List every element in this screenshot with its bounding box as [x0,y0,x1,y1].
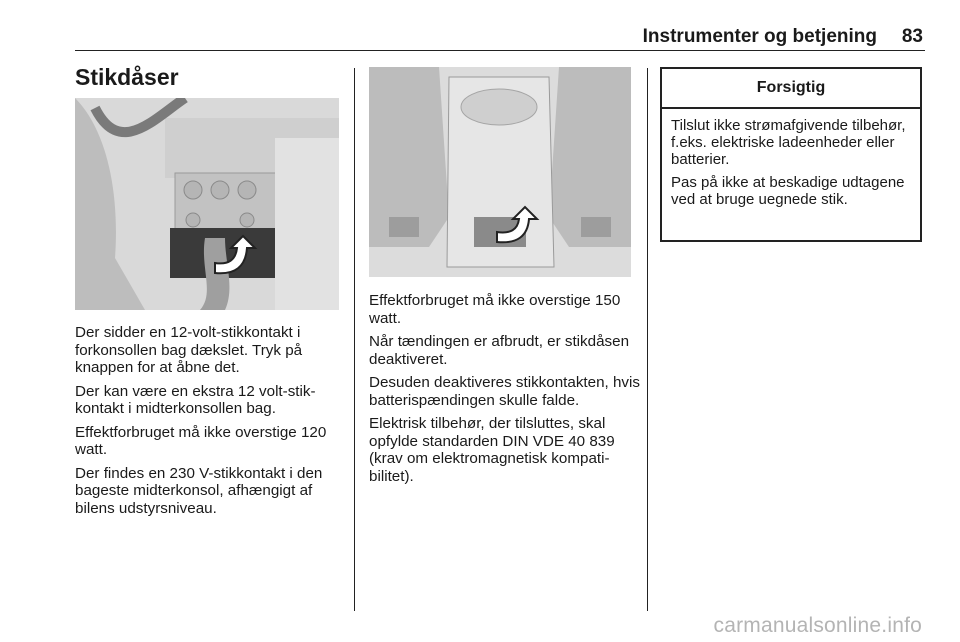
front-console-svg [75,98,339,310]
paragraph: Desuden deaktiveres stikkontakten, hvis batterispændingen skulle falde. [369,374,640,409]
page-number: 83 [901,26,923,47]
header-title: Instrumenter og betjening [642,26,877,47]
paragraph: Der findes en 230 V-stikkontakt i den bageste midterkonsol, afhængigt af bilens udstyrsniveau. [75,464,323,517]
text-column-2 [369,292,641,491]
front-console-socket-illustration [75,98,339,310]
watermark: carmanualsonline.info [713,614,922,637]
column-divider-right [647,68,648,611]
column-divider-left [354,68,355,611]
paragraph: Effektforbruget må ikke overstige 150 watt. [369,292,621,327]
text-column-1 [75,324,347,523]
caution-body [662,109,920,208]
rear-console-svg [369,67,631,277]
paragraph: Der sidder en 12-volt-stikkontakt i forkonsollen bag dækslet. Tryk på knappen for at åbne det. [75,324,303,376]
rear-console-socket-illustration [369,67,631,277]
paragraph: Der kan være en ekstra 12 volt-stikkontakt i midterkonsollen bag. [75,382,316,417]
paragraph: Når tændingen er afbrudt, er stikdåsen deaktiveret. [369,333,630,368]
paragraph: Effektforbruget må ikke overstige 120 watt. [75,423,327,458]
caution-paragraph: Pas på ikke at beskadige udtagene ved at bruge uegnede stik. [671,174,905,208]
caution-title: Forsigtig [662,69,920,109]
section-title: Stikdåser [75,64,179,90]
page-header [75,26,925,51]
caution-paragraph: Tilslut ikke strømafgivende tilbehør, f.eks. elektriske ladeenheder eller batterier. [671,117,906,168]
paragraph: Elektrisk tilbehør, der tilsluttes, skal opfylde standarden DIN VDE 40 839 (krav om elektromagnetisk kompatibilitet). [369,415,615,485]
caution-box [660,67,922,242]
